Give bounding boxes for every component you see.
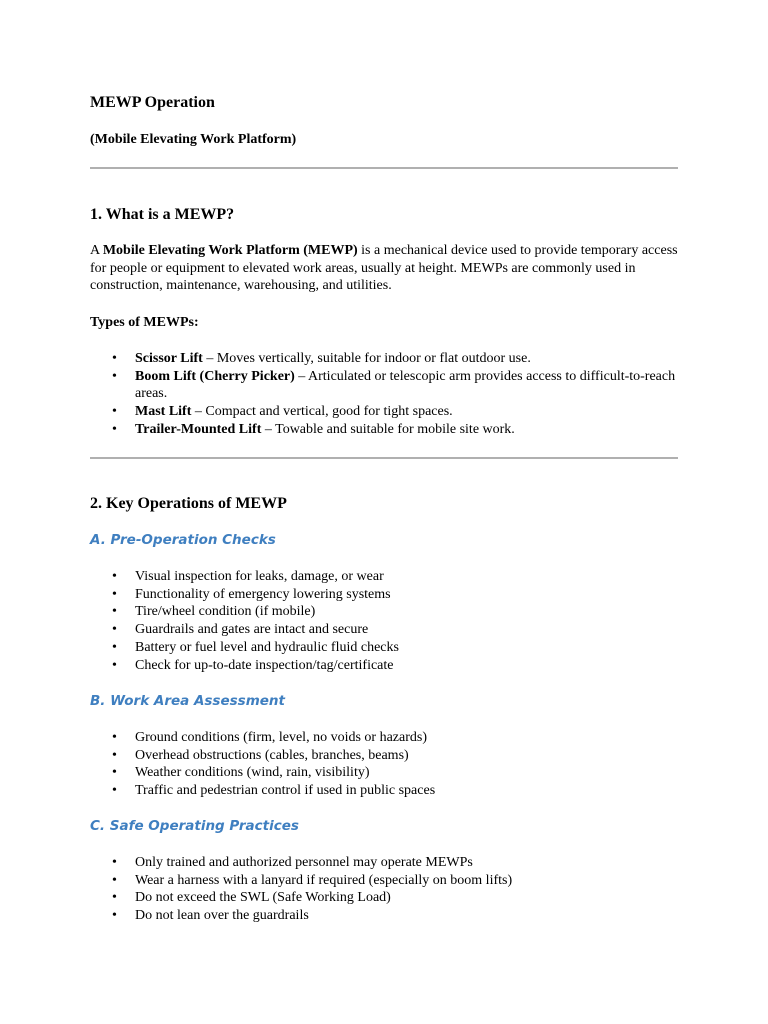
type-name: Trailer-Mounted Lift [135,421,262,437]
section-1-heading: 1. What is a MEWP? [90,206,235,223]
type-name: Boom Lift (Cherry Picker) [135,368,295,384]
type-name: Mast Lift [135,404,192,420]
list-item: • Do not exceed the SWL (Safe Working Load) [90,889,680,907]
horizontal-rule-1 [90,167,678,169]
list-item: • Wear a harness with a lanyard if required (especially on boom lifts) [90,872,680,890]
pre-operation-checks-list [90,568,680,674]
list-item: • Ground conditions (firm, level, no voids or hazards) [90,729,680,747]
subsection-b-heading: B. Work Area Assessment [90,693,285,709]
list-item: • Traffic and pedestrian control if used in public spaces [90,782,680,800]
types-label: Types of MEWPs: [90,315,199,330]
intro-prefix: A [90,243,103,258]
list-item: • Guardrails and gates are intact and secure [90,621,680,639]
document-subtitle: (Mobile Elevating Work Platform) [90,132,297,147]
list-item: • Battery or fuel level and hydraulic fluid checks [90,639,680,657]
safe-operating-practices-list [90,854,680,925]
document-title: MEWP Operation [90,94,215,111]
list-item [90,350,680,368]
type-desc: – Moves vertically, suitable for indoor or flat outdoor use. [202,351,531,366]
subsection-c-heading: C. Safe Operating Practices [90,818,299,834]
type-desc: – Articulated or telescopic arm provides access to difficult-to-reach areas. [135,368,676,402]
type-desc: – Compact and vertical, good for tight spaces. [191,404,453,420]
section-1-intro [90,242,680,295]
list-item: • Functionality of emergency lowering systems [90,586,680,604]
list-item [90,421,680,439]
work-area-assessment-list [90,729,680,800]
subsection-a-heading: A. Pre-Operation Checks [90,532,276,548]
intro-term: Mobile Elevating Work Platform (MEWP) [102,243,358,258]
type-name: Scissor Lift [135,351,203,366]
list-item: • Do not lean over the guardrails [90,907,680,925]
list-item: • Only trained and authorized personnel may operate MEWPs [90,854,680,872]
intro-rest: is a mechanical device used to provide temporary access for people or equipment to elevated work areas, usually at height. MEWPs are commonly used in construction, maintenance, warehousing, and utilities. [90,243,678,294]
horizontal-rule-2 [90,457,678,459]
list-item [90,368,680,403]
list-item: • Visual inspection for leaks, damage, or wear [90,568,680,586]
list-item: • Overhead obstructions (cables, branches, beams) [90,747,680,765]
mewp-types-list [90,350,680,439]
list-item: • Check for up-to-date inspection/tag/certificate [90,657,680,675]
section-2-heading: 2. Key Operations of MEWP [90,495,287,512]
list-item [90,403,680,421]
list-item: • Weather conditions (wind, rain, visibility) [90,764,680,782]
type-desc: – Towable and suitable for mobile site work. [261,421,515,437]
list-item: • Tire/wheel condition (if mobile) [90,603,680,621]
